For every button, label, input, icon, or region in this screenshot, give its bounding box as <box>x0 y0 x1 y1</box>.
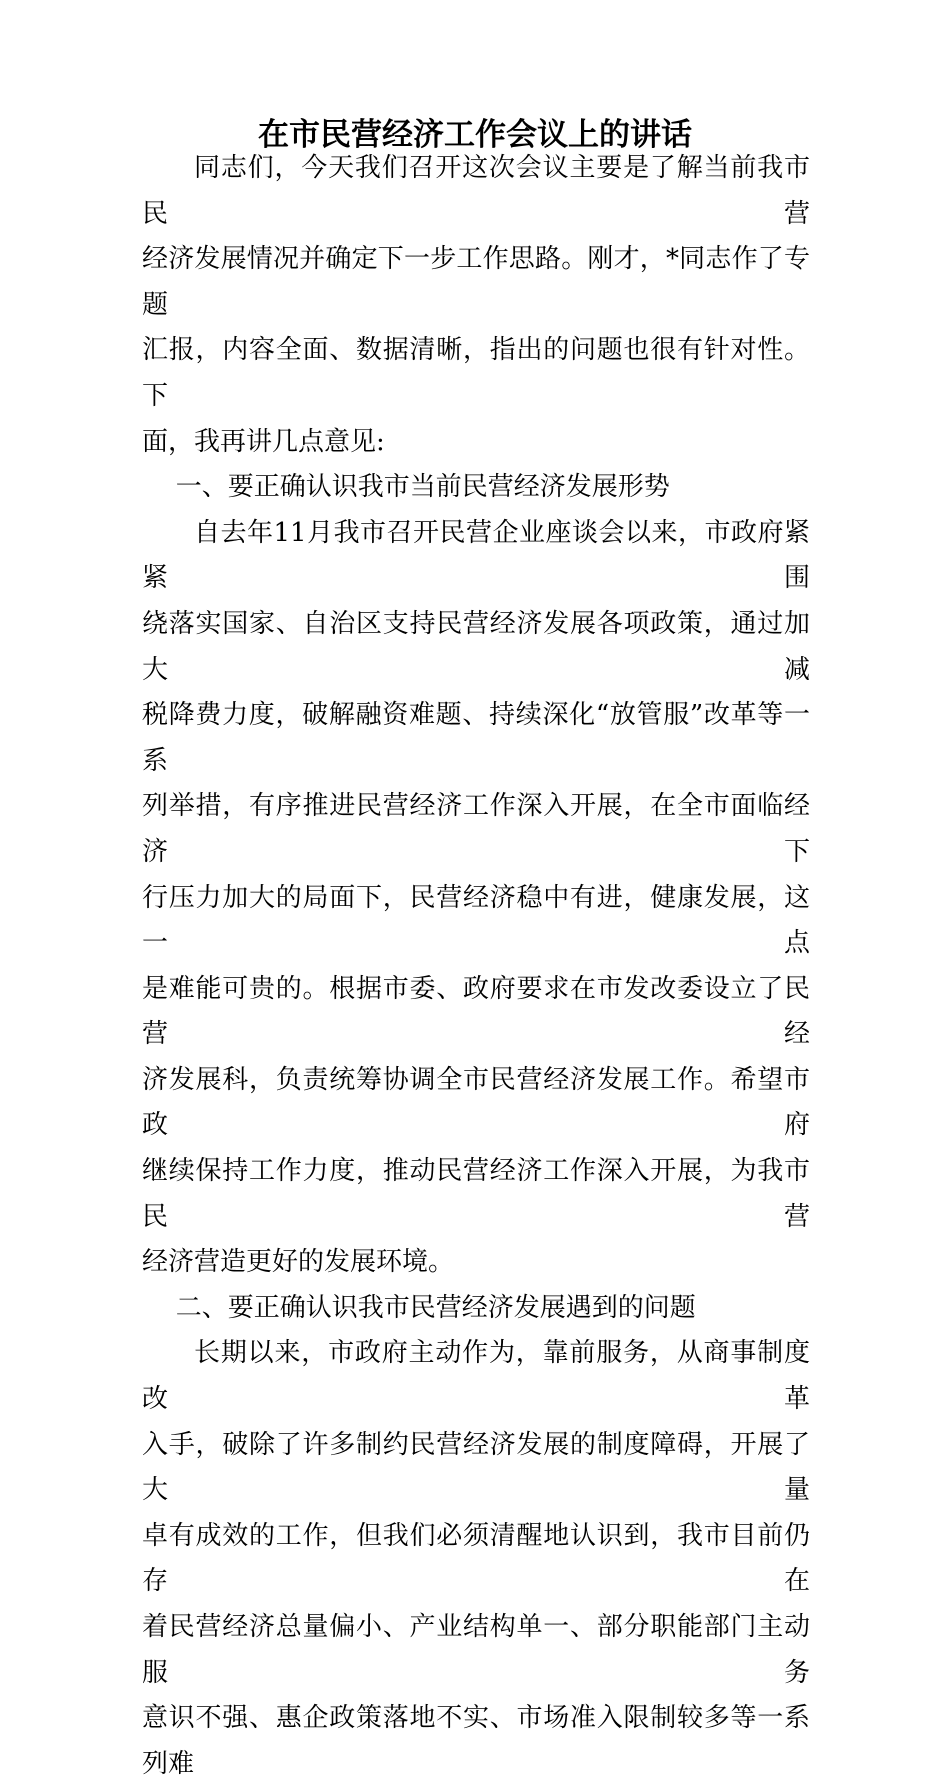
document-body <box>142 146 810 1787</box>
paragraph-line: 面，我再讲几点意见: <box>142 426 385 457</box>
paragraph-line: 长期以来，市政府主动作为，靠前服务，从商事制度改革 <box>142 1338 810 1415</box>
paragraph-line: 济发展科，负责统筹协调全市民营经济发展工作。希望市政府 <box>142 1064 810 1141</box>
paragraph-line: 绕落实国家、自治区支持民营经济发展各项政策，通过加大减 <box>142 608 810 685</box>
paragraph-line: 经济营造更好的发展环境。 <box>142 1247 455 1278</box>
paragraph-line: 同志们，今天我们召开这次会议主要是了解当前我市民营 <box>142 153 810 229</box>
section-heading: 二、要正确认识我市民营经济发展遇到的问题 <box>175 1292 696 1323</box>
paragraph-line: 着民营经济总量偏小、产业结构单一、部分职能部门主动服务 <box>142 1612 810 1688</box>
paragraph-line: 列举措，有序推进民营经济工作深入开展，在全市面临经济下 <box>142 791 810 867</box>
paragraph-line: 汇报，内容全面、数据清晰，指出的问题也很有针对性。下 <box>142 335 810 411</box>
section-heading: 一、要正确认识我市当前民营经济发展形势 <box>175 472 670 503</box>
page-title: 在市民营经济工作会议上的讲话 <box>258 117 692 153</box>
paragraph-line: 入手，破除了许多制约民营经济发展的制度障碍，开展了大量 <box>142 1429 810 1506</box>
paragraph-line: 卓有成效的工作，但我们必须清醒地认识到，我市目前仍存在 <box>142 1520 810 1597</box>
paragraph-line: 税降费力度，破解融资难题、持续深化“放管服”改革等一系 <box>142 700 810 776</box>
paragraph-line: 是难能可贵的。根据市委、政府要求在市发改委设立了民营经 <box>142 973 810 1050</box>
paragraph-line: 经济发展情况并确定下一步工作思路。刚才，*同志作了专题 <box>142 244 810 320</box>
paragraph-line: 意识不强、惠企政策落地不实、市场准入限制较多等一系列难 <box>142 1703 810 1779</box>
paragraph-line: 行压力加大的局面下，民营经济稳中有进，健康发展，这一点 <box>142 882 810 959</box>
paragraph-line: 自去年11月我市召开民营企业座谈会以来，市政府紧紧围 <box>142 517 810 594</box>
paragraph-line: 继续保持工作力度，推动民营经济工作深入开展，为我市民营 <box>142 1156 810 1232</box>
